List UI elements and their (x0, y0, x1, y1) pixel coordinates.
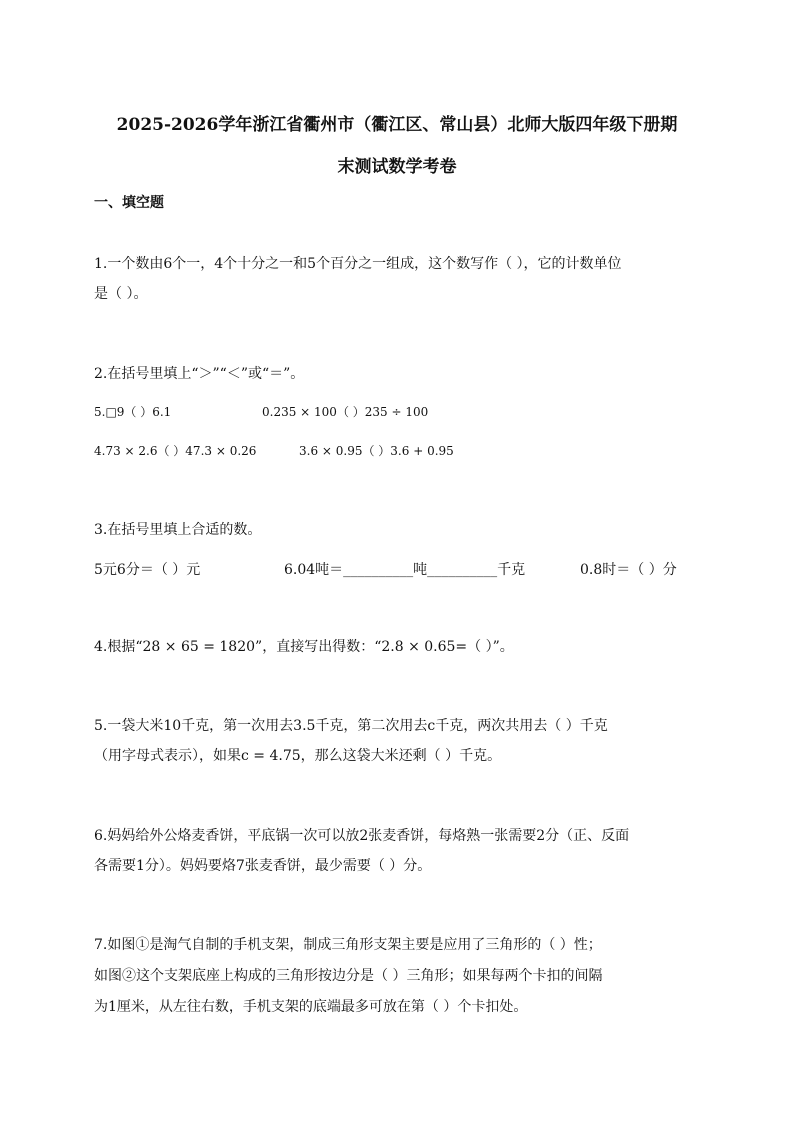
question-3-prompt: 3.在括号里填上合适的数。 (94, 522, 262, 538)
question-6-line2: 各需要1分）。妈妈要烙7张麦香饼，最少需要（ ）分。 (94, 858, 432, 874)
question-2-compare-a: 5.□9（ ）6.1 (94, 405, 172, 419)
question-3-item-b: 6.04吨＝__________吨__________千克 (284, 562, 526, 578)
question-2-prompt: 2.在括号里填上“＞”“＜”或“＝”。 (94, 366, 305, 382)
question-3-row (94, 560, 704, 580)
question-2-row2 (94, 441, 694, 461)
exam-title-line1: 2025-2026学年浙江省衢州市（衢江区、常山县）北师大版四年级下册期 (116, 115, 678, 135)
question-5-line1: 5.一袋大米10千克，第一次用去3.5千克，第二次用去c千克，两次共用去（ ）千克 (94, 718, 608, 734)
question-2-row1 (94, 402, 694, 422)
exam-title-line2: 末测试数学考卷 (337, 157, 457, 177)
question-7-line2: 如图②这个支架底座上构成的三角形按边分是（ ）三角形；如果每两个卡扣的间隔 (94, 968, 603, 984)
question-1-line1: 1.一个数由6个一，4个十分之一和5个百分之一组成，这个数写作（ ），它的计数单位 (94, 256, 622, 272)
question-1-line2: 是（ ）。 (94, 286, 148, 302)
question-2-compare-b: 0.235 × 100（ ）235 ÷ 100 (262, 405, 429, 419)
question-3-item-c: 0.8时＝（ ）分 (580, 562, 677, 578)
question-4-line1: 4.根据“28 × 65 = 1820”，直接写出得数：“2.8 × 0.65=（ ）”。 (94, 639, 514, 655)
question-7-line1: 7.如图①是淘气自制的手机支架，制成三角形支架主要是应用了三角形的（ ）性； (94, 937, 602, 953)
question-6-line1: 6.妈妈给外公烙麦香饼，平底锅一次可以放2张麦香饼，每烙熟一张需要2分（正、反面 (94, 828, 630, 844)
question-3-item-a: 5元6分＝（ ）元 (94, 562, 201, 578)
question-2-compare-c: 4.73 × 2.6（ ）47.3 × 0.26 (94, 444, 257, 458)
question-7-line3: 为1厘米，从左往右数，手机支架的底端最多可放在第（ ）个卡扣处。 (94, 999, 528, 1015)
section-heading: 一、填空题 (94, 195, 164, 211)
question-5-line2: （用字母式表示），如果c = 4.75，那么这袋大米还剩（ ）千克。 (94, 748, 502, 764)
question-2-compare-d: 3.6 × 0.95（ ）3.6 + 0.95 (299, 444, 454, 458)
